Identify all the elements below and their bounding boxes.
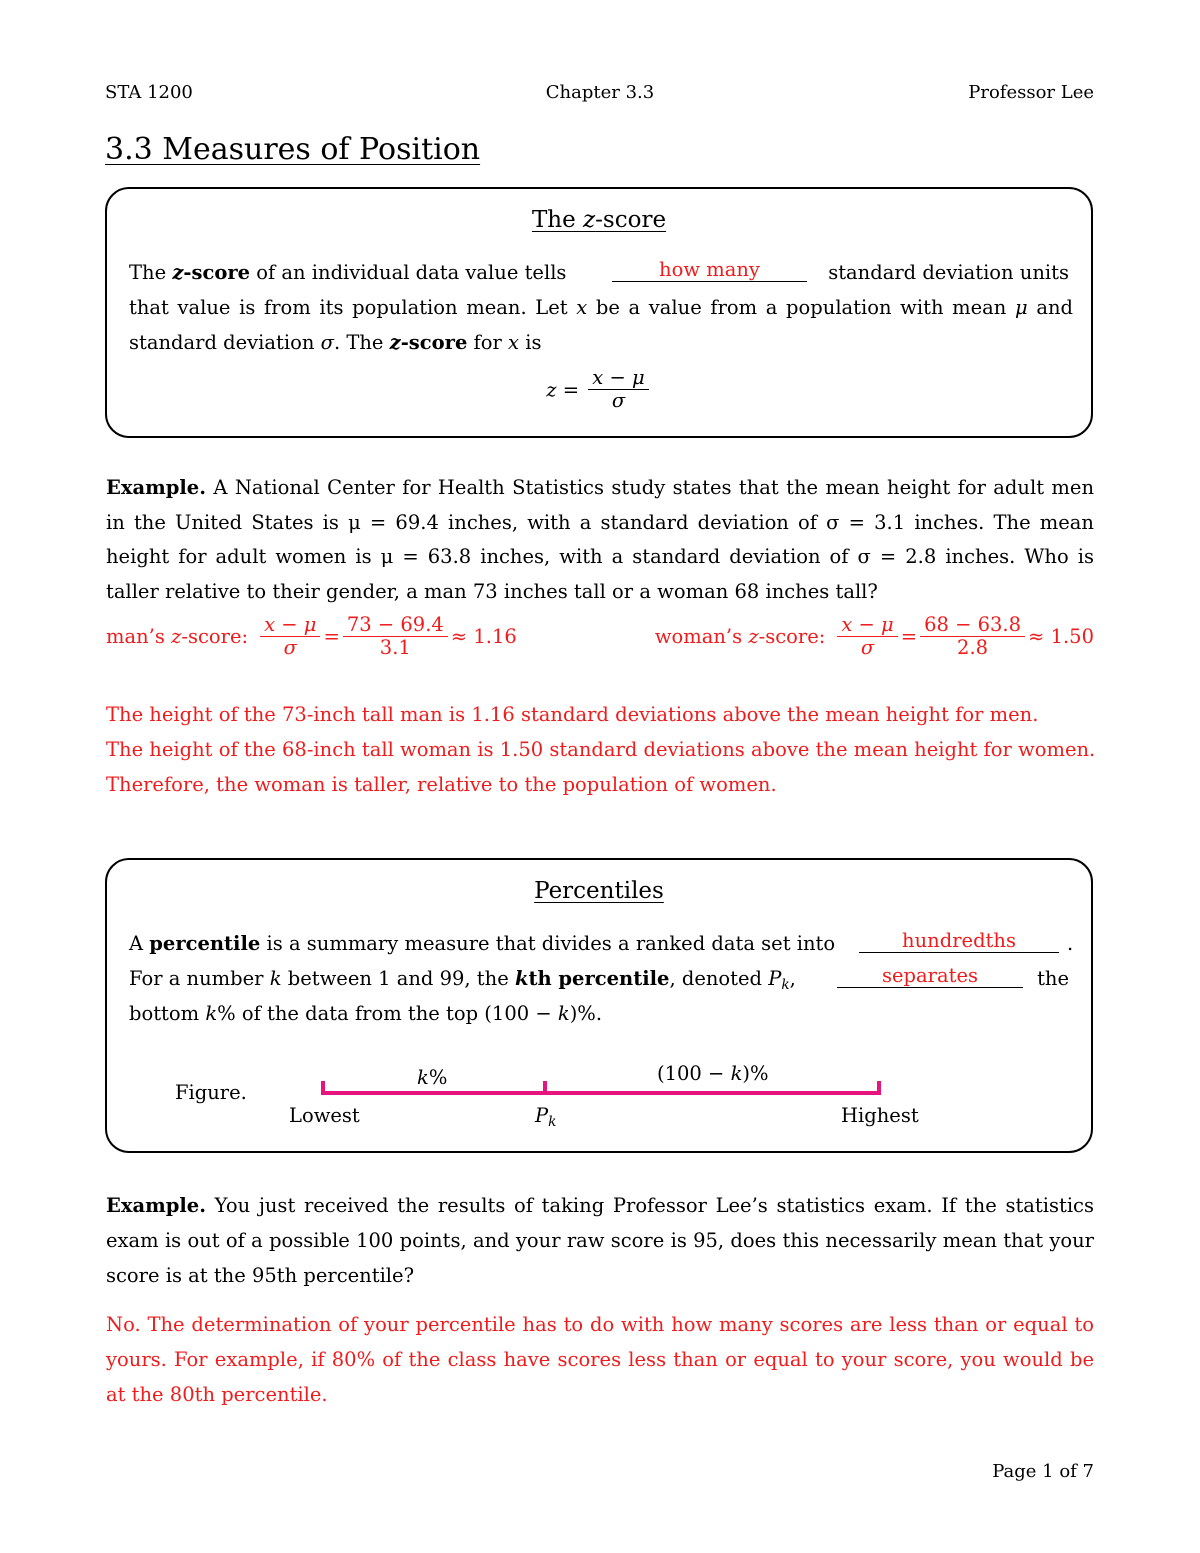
blank-hundredths: hundredths <box>859 930 1059 953</box>
percentile-line-2: For a number k between 1 and 99, the kth percentile, denoted $P_k$, <box>129 967 796 994</box>
figure-highest-label: Highest <box>841 1104 919 1127</box>
zscore-line-2: that value is from its population mean. Let x be a value from a population with mean μ and <box>129 296 1073 319</box>
zscore-definition-box <box>105 187 1093 438</box>
zscore-line-3: standard deviation σ. The z-score for x is <box>129 331 542 354</box>
percentile-line-1: A percentile is a summary measure that divides a ranked data set into <box>129 932 836 955</box>
man-zscore-calc: man’s z-score: $\frac{x - \mu}{\sigma}$ = $\frac{73 - 69.4}{3.1}$ ≈ 1.16 <box>106 613 517 660</box>
blank-separates: separates <box>837 965 1023 988</box>
figure-pk-label: $P_k$ <box>535 1104 557 1131</box>
figure-lowest-label: Lowest <box>289 1104 360 1127</box>
percentile-definition-box <box>105 858 1093 1153</box>
example1-answer-1: The height of the 73-inch tall man is 1.16 standard deviations above the mean height for men. <box>106 703 1039 726</box>
header-chapter: Chapter 3.3 <box>545 82 655 103</box>
example2-answer-2: yours. For example, if 80% of the class have scores less than or equal to your score, you would be <box>106 1348 1094 1371</box>
example1-line-3: height for adult women is μ = 63.8 inches, with a standard deviation of σ = 2.8 inches. Who is <box>106 545 1094 568</box>
zscore-line-1-left: The z-score of an individual data value tells <box>129 261 567 284</box>
zscore-line-1-right: standard deviation units <box>828 261 1069 284</box>
example2-answer-1: No. The determination of your percentile has to do with how many scores are less than or equal to <box>106 1313 1094 1336</box>
figure-k-percent-label: k% <box>417 1066 448 1089</box>
percentile-line-3: bottom k% of the data from the top (100 − k)%. <box>129 1002 603 1025</box>
blank-how-many: how many <box>612 259 807 282</box>
example2-answer-3: at the 80th percentile. <box>106 1383 328 1406</box>
example1-line-1: Example. A National Center for Health Statistics study states that the mean height for adult men <box>106 476 1094 499</box>
figure-100-minus-k-label: (100 − k)% <box>657 1062 769 1085</box>
header-instructor: Professor Lee <box>968 82 1094 103</box>
page-title: 3.3 Measures of Position <box>105 132 481 167</box>
woman-zscore-calc: woman’s z-score: $\frac{x - \mu}{\sigma}$ = $\frac{68 - 63.8}{2.8}$ ≈ 1.50 <box>654 613 1094 660</box>
example1-line-4: taller relative to their gender, a man 73 inches tall or a woman 68 inches tall? <box>106 580 878 603</box>
zscore-formula: z = $\frac{x - \mu}{\sigma}$ <box>107 367 1091 413</box>
example1-line-2: in the United States is μ = 69.4 inches, with a standard deviation of σ = 3.1 inches. The mean <box>106 511 1094 534</box>
example2-line-3: score is at the 95th percentile? <box>106 1264 415 1287</box>
page-number: Page 1 of 7 <box>992 1461 1094 1482</box>
example2-line-2: exam is out of a possible 100 points, and your raw score is 95, does this necessarily mean that your <box>106 1229 1094 1252</box>
figure-label: Figure. <box>175 1081 247 1104</box>
example2-line-1: Example. You just received the results of taking Professor Lee’s statistics exam. If the statistics <box>106 1194 1094 1217</box>
example1-answer-3: Therefore, the woman is taller, relative to the population of women. <box>106 773 777 796</box>
percentile-line-1-end: . <box>1067 932 1074 955</box>
percentile-line-2-end: the <box>1037 967 1069 990</box>
example1-answer-2: The height of the 68-inch tall woman is 1.50 standard deviations above the mean height for women. <box>106 738 1096 761</box>
zscore-box-title: The z-score <box>531 207 667 233</box>
percentile-box-title: Percentiles <box>534 878 664 904</box>
percentile-figure <box>317 1078 887 1102</box>
header-course: STA 1200 <box>105 82 193 103</box>
